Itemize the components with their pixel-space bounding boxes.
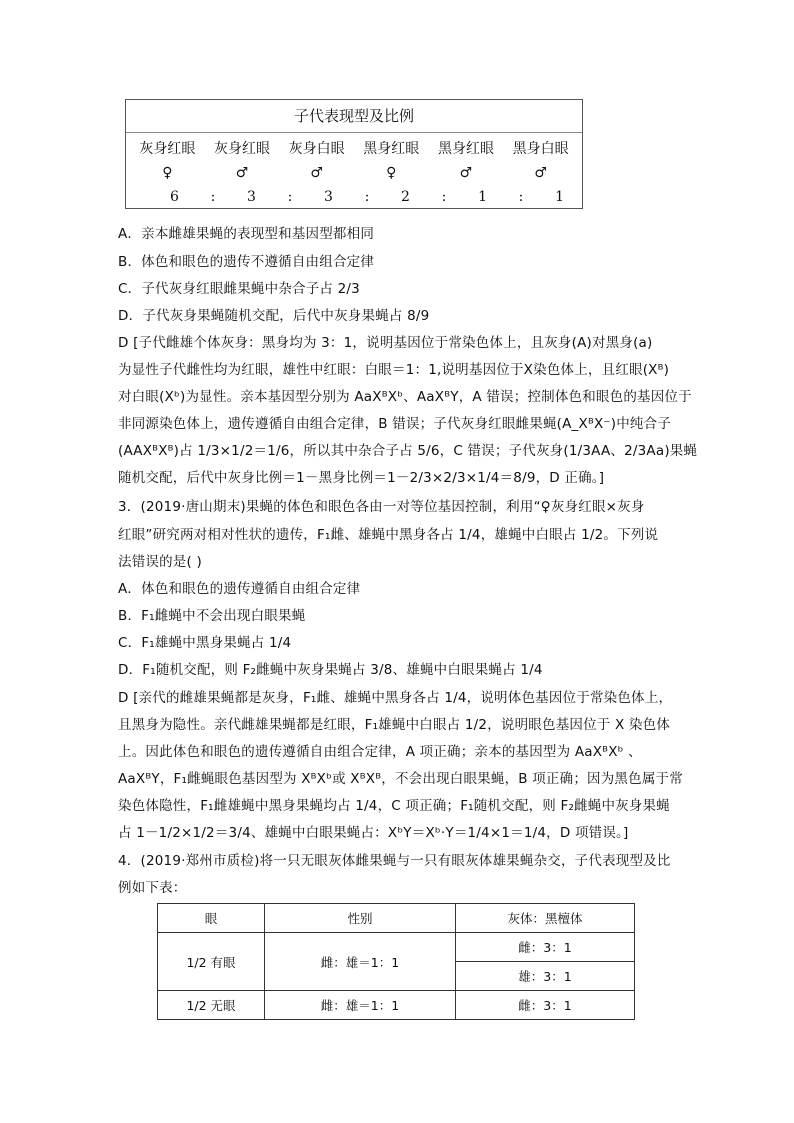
text-line: D [亲代的雌雄果蝇都是灰身，F₁雌、雄蝇中黑身各占 1/4，说明体色基因位于常染色体上， xyxy=(118,690,673,706)
table-header: 子代表现型及比例 xyxy=(126,100,582,133)
column-header: 性别 xyxy=(265,904,456,933)
text-line: 随机交配，后代中灰身比例＝1－黑身比例＝1－2/3×2/3×1/4＝8/9，D 正确。] xyxy=(118,470,605,486)
ratio-value: 3 xyxy=(247,189,256,205)
text-line: 且黑身为隐性。亲代雌雄果蝇都是红眼，F₁雄蝇中白眼占 1/2，说明眼色基因位于 X 染色体 xyxy=(118,717,671,733)
phenotype-cell: 黑身红眼 xyxy=(363,141,420,157)
ratio-value: 1 xyxy=(555,189,564,205)
ratio-sep: : xyxy=(518,189,524,205)
phenotype-cell: 黑身红眼 xyxy=(437,141,494,157)
text-line: A．亲本雌雄果蝇的表现型和基因型都相同 xyxy=(118,226,375,242)
text-line: B．体色和眼色的遗传不遵循自由组合定律 xyxy=(118,254,375,270)
sex-symbol: ♀ xyxy=(386,165,397,181)
table-cell: 1/2 有眼 xyxy=(158,933,265,991)
ratio-value: 6 xyxy=(170,189,179,205)
table-row xyxy=(158,991,635,1020)
ratio-sep: : xyxy=(287,189,293,205)
text-line: D [子代雌雄个体灰身：黑身均为 3：1，说明基因位于常染色体上，且灰身(A)对黑身(a) xyxy=(118,335,653,351)
phenotype-cell: 黑身白眼 xyxy=(512,141,569,157)
phenotype-cell: 灰身白眼 xyxy=(288,141,345,157)
ratio-row xyxy=(126,185,582,209)
phenotype-cell: 灰身红眼 xyxy=(139,141,196,157)
text-line: B．F₁雌蝇中不会出现白眼果蝇 xyxy=(118,608,306,624)
text-line: 4．(2019·郑州市质检)将一只无眼灰体雌果蝇与一只有眼灰体雄果蝇杂交，子代表现型及比 xyxy=(118,853,671,869)
ratio-value: 1 xyxy=(478,189,487,205)
text-line: D．F₁随机交配，则 F₂雌蝇中灰身果蝇占 3/8、雄蝇中白眼果蝇占 1/4 xyxy=(118,662,543,678)
text-line: 法错误的是( ) xyxy=(118,554,202,570)
column-header: 灰体：黑檀体 xyxy=(456,904,635,933)
text-line: 3．(2019·唐山期末)果蝇的体色和眼色各由一对等位基因控制，利用“♀灰身红眼×灰身 xyxy=(118,499,645,515)
table-cell: 雌：雄＝1：1 xyxy=(265,933,456,991)
eye-body-color-table xyxy=(157,903,635,1020)
text-line: 例如下表： xyxy=(118,880,187,896)
text-line: 为显性子代雌性均为红眼，雄性中红眼：白眼＝1：1,说明基因位于X染色体上，且红眼(Xᴮ) xyxy=(118,362,670,378)
ratio-sep: : xyxy=(210,189,216,205)
text-line: A．体色和眼色的遗传遵循自由组合定律 xyxy=(118,581,361,597)
ratio-value: 2 xyxy=(401,189,410,205)
column-header: 眼 xyxy=(158,904,265,933)
table-cell: 1/2 无眼 xyxy=(158,991,265,1020)
sex-symbol: ♂ xyxy=(459,165,473,181)
text-line: 红眼”研究两对相对性状的遗传，F₁雌、雄蝇中黑身各占 1/4，雄蝇中白眼占 1/2。下列说 xyxy=(118,527,659,543)
sex-symbol: ♂ xyxy=(310,165,323,181)
sex-symbol: ♀ xyxy=(162,165,173,181)
table-cell: 雌：3：1 xyxy=(456,991,635,1020)
text-line: C．F₁雄蝇中黑身果蝇占 1/4 xyxy=(118,635,292,651)
text-line: (AAXᴮXᴮ)占 1/3×1/2＝1/6，所以其中杂合子占 5/6，C 错误；子代灰身(1/3AA、2/3Aa)果蝇 xyxy=(118,443,698,459)
offspring-ratio-table xyxy=(125,99,583,209)
text-line: 非同源染色体上，遗传遵循自由组合定律，B 错误；子代灰身红眼雌果蝇(A_XᴮX⁻)中纯合子 xyxy=(118,416,672,432)
sex-row xyxy=(126,161,582,185)
table-cell: 雌：3：1 xyxy=(456,933,635,962)
ratio-sep: : xyxy=(364,189,370,205)
ratio-sep: : xyxy=(441,189,447,205)
text-line: 对白眼(Xᵇ)为显性。亲本基因型分别为 AaXᴮXᵇ、AaXᴮY，A 错误；控制体色和眼色的基因位于 xyxy=(118,389,692,405)
phenotype-cell: 灰身红眼 xyxy=(213,141,270,157)
table-cell: 雌：雄＝1：1 xyxy=(265,991,456,1020)
table-cell: 雄：3：1 xyxy=(456,962,635,991)
ratio-value: 3 xyxy=(324,189,333,205)
sex-symbol: ♂ xyxy=(534,165,547,181)
text-line: C．子代灰身红眼雌果蝇中杂合子占 2/3 xyxy=(118,281,360,297)
text-line: AaXᴮY，F₁雌蝇眼色基因型为 XᴮXᵇ或 XᴮXᴮ，不会出现白眼果蝇，B 项正确；因为黑色属于常 xyxy=(118,771,683,787)
table-row xyxy=(158,904,635,933)
text-line: D．子代灰身果蝇随机交配，后代中灰身果蝇占 8/9 xyxy=(118,308,430,324)
text-line: 染色体隐性，F₁雌雄蝇中黑身果蝇均占 1/4，C 项正确；F₁随机交配，则 F₂雌蝇中灰身果蝇 xyxy=(118,798,670,814)
sex-symbol: ♂ xyxy=(235,165,249,181)
text-line: 上。因此体色和眼色的遗传遵循自由组合定律，A 项正确；亲本的基因型为 AaXᴮXᵇ 、 xyxy=(118,744,642,760)
table-row xyxy=(158,933,635,962)
text-line: 占 1－1/2×1/2＝3/4、雄蝇中白眼果蝇占：XᵇY＝Xᵇ·Y＝1/4×1＝1/4，D 项错误。] xyxy=(118,825,629,841)
phenotype-row xyxy=(126,137,582,161)
